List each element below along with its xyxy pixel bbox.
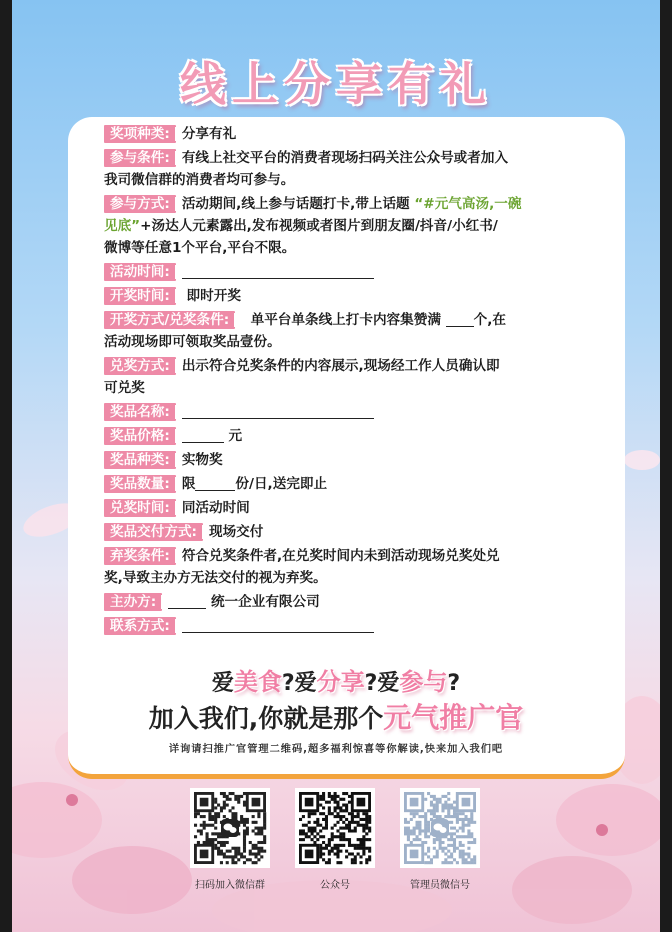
value-redeem-condition-2: 可兑奖 <box>104 380 145 396</box>
slogan-line-2-highlight: 元气推广官 <box>383 701 524 734</box>
blank-organizer <box>168 608 206 609</box>
label-prize-type: 奖项种类: <box>104 125 176 143</box>
value-delivery: 现场交付 <box>209 524 264 540</box>
value-conditions-2: 我司微信群的消费者均可参与。 <box>104 172 295 188</box>
label-activity-time: 活动时间: <box>104 263 176 281</box>
qr-caption-official-account: 公众号 <box>320 880 350 891</box>
value-draw-method-1b: 个,在 <box>473 312 507 328</box>
info-list <box>104 123 614 639</box>
slogan-text: ?爱 <box>281 671 317 696</box>
row-conditions <box>104 147 614 191</box>
slogan-text: 爱 <box>211 671 234 696</box>
row-prize-price <box>104 425 614 447</box>
value-draw-time: 即时开奖 <box>186 288 241 304</box>
blank-contact <box>182 632 374 633</box>
row-organizer <box>104 591 614 613</box>
row-contact <box>104 615 614 637</box>
label-redeem-condition: 兑奖方式: <box>104 357 176 375</box>
row-prize-type <box>104 123 614 145</box>
row-method <box>104 193 614 259</box>
value-method-pre: 活动期间,线上参与话题打卡,带上话题 <box>181 196 410 212</box>
label-delivery: 奖品交付方式: <box>104 523 203 541</box>
value-forfeit-2: 奖,导致主办方无法交付的视为弃奖。 <box>104 570 327 586</box>
page-title: 线上分享有礼 <box>180 57 492 111</box>
row-redeem-time <box>104 497 614 519</box>
slogan-line-1 <box>12 662 660 697</box>
row-forfeit <box>104 545 614 589</box>
slogan-text: ?爱 <box>364 671 400 696</box>
label-forfeit: 弃奖条件: <box>104 547 176 565</box>
blank-prize-price <box>182 442 224 443</box>
label-method: 参与方式: <box>104 195 176 213</box>
qr-caption-wechat-group: 扫码加入微信群 <box>195 880 265 891</box>
value-redeem-time: 同活动时间 <box>181 500 250 516</box>
value-method-post-1: +汤达人元素露出,发布视频或者图片到朋友圈/抖音/小红书/ <box>140 218 498 234</box>
value-prize-kind: 实物奖 <box>181 452 223 468</box>
value-conditions-1: 有线上社交平台的消费者现场扫码关注公众号或者加入 <box>181 150 509 166</box>
value-prize-qty-b: 份/日,送完即止 <box>235 476 328 492</box>
label-organizer: 主办方: <box>104 593 162 611</box>
slogan-highlight-join: 参与 <box>399 668 448 696</box>
label-prize-qty: 奖品数量: <box>104 475 176 493</box>
footnote: 详询请扫推广官管理二维码,超多福利惊喜等你解读,快来加入我们吧 <box>168 744 504 755</box>
label-prize-name: 奖品名称: <box>104 403 176 421</box>
label-draw-method: 开奖方式/兑奖条件: <box>104 311 235 329</box>
label-prize-kind: 奖品种类: <box>104 451 176 469</box>
label-conditions: 参与条件: <box>104 149 176 167</box>
row-prize-kind <box>104 449 614 471</box>
label-prize-price: 奖品价格: <box>104 427 176 445</box>
qr-code-official-account <box>295 788 375 868</box>
qr-code-icon <box>295 788 375 868</box>
qr-caption-admin-wechat: 管理员微信号 <box>410 880 470 891</box>
row-delivery <box>104 521 614 543</box>
value-prize-qty-a: 限 <box>181 476 196 492</box>
label-draw-time: 开奖时间: <box>104 287 176 305</box>
slogan-highlight-share: 分享 <box>316 668 365 696</box>
value-redeem-condition-1: 出示符合兑奖条件的内容展示,现场经工作人员确认即 <box>181 358 500 374</box>
slogan-highlight-food: 美食 <box>233 668 282 696</box>
qr-code-admin-wechat <box>400 788 480 868</box>
row-prize-qty <box>104 473 614 495</box>
blank-likes <box>446 326 474 327</box>
slogan-line-2-text: 加入我们,你就是那个 <box>148 704 384 733</box>
row-prize-name <box>104 401 614 423</box>
value-method-topic-2: 见底” <box>104 218 141 234</box>
value-method-topic-1: “#元气高汤,一碗 <box>414 196 522 212</box>
poster <box>12 0 660 932</box>
label-redeem-time: 兑奖时间: <box>104 499 176 517</box>
value-draw-method-1a: 单平台单条线上打卡内容集赞满 <box>250 312 441 328</box>
qr-code-icon <box>190 788 270 868</box>
value-draw-method-2: 活动现场即可领取奖品壹份。 <box>104 334 281 350</box>
slogan-line-2 <box>12 696 660 736</box>
value-method-post-2: 微博等任意1个平台,平台不限。 <box>104 240 296 256</box>
qr-code-icon <box>400 788 480 868</box>
value-forfeit-1: 符合兑奖条件者,在兑奖时间内未到活动现场兑奖处兑 <box>181 548 500 564</box>
value-prize-type: 分享有礼 <box>181 126 237 142</box>
label-contact: 联系方式: <box>104 617 176 635</box>
value-organizer: 统一企业有限公司 <box>210 594 320 610</box>
qr-code-wechat-group <box>190 788 270 868</box>
row-activity-time <box>104 261 614 283</box>
slogan-text: ? <box>447 671 461 696</box>
blank-prize-qty <box>195 490 235 491</box>
row-draw-method <box>104 309 614 353</box>
blank-activity-time <box>182 278 374 279</box>
blank-prize-name <box>182 418 374 419</box>
row-redeem-condition <box>104 355 614 399</box>
value-prize-price-unit: 元 <box>228 428 243 444</box>
row-draw-time <box>104 285 614 307</box>
